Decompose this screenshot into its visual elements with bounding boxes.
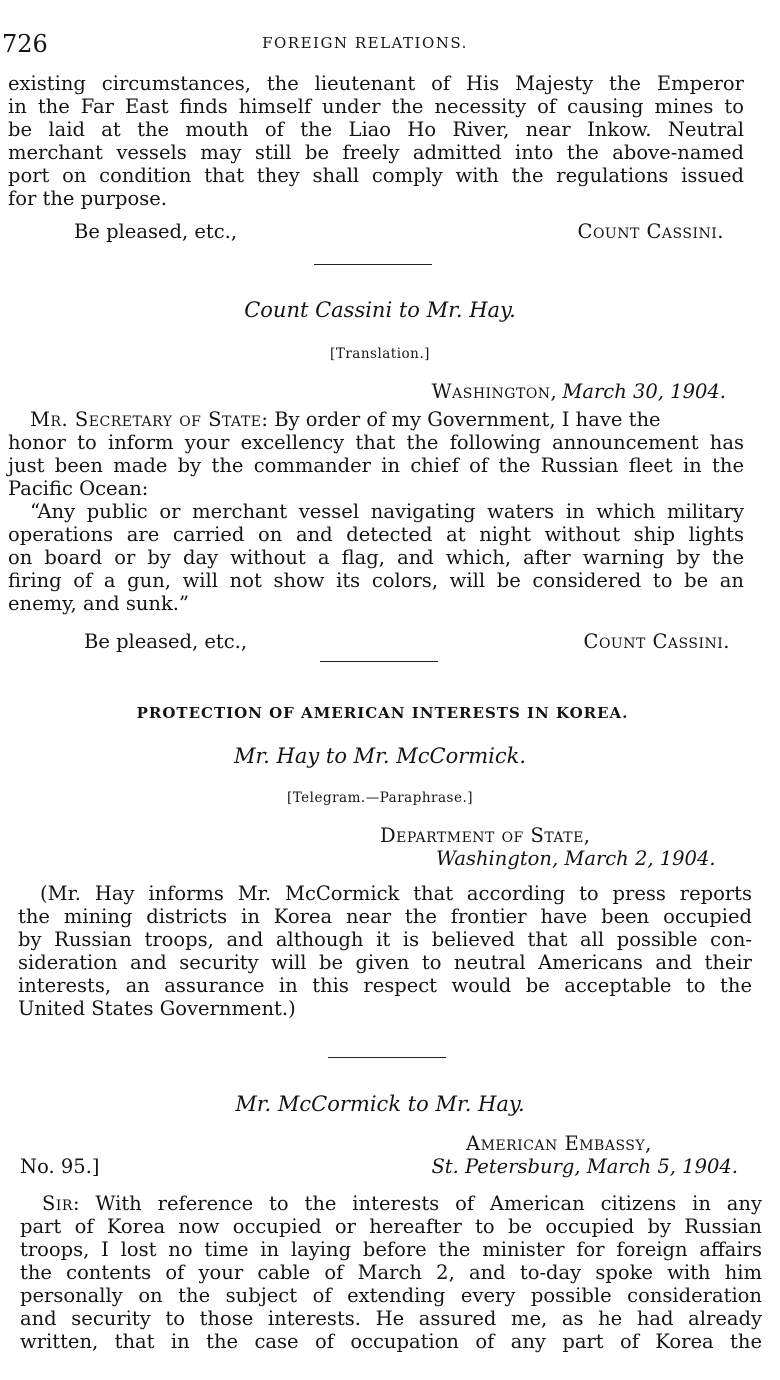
letter3-heading: Mr. Hay to Mr. McCormick. (233, 744, 527, 768)
letter4-body (20, 1192, 762, 1353)
separator-rule (328, 1057, 446, 1058)
letter3-line: sideration and security will be given to neutral Americans and their (18, 951, 752, 974)
letter2-bracket-note: [Translation.] (330, 346, 430, 362)
letter2-line: : By order of my Government, I have the (261, 408, 661, 431)
letter4-line: troops, I lost no time in laying before the minister for foreign affairs (20, 1238, 762, 1261)
letter2-closing: Be pleased, etc., (84, 630, 248, 653)
letter3-dateline-place: Department of State, (380, 824, 591, 847)
letter3-line: United States Government.) (18, 997, 296, 1020)
letter4-line: personally on the subject of extending every possible consideration (20, 1284, 762, 1307)
separator-rule (320, 661, 438, 662)
letter4-number-date-row (20, 1155, 738, 1178)
letter4-salutation: Sir (42, 1192, 73, 1215)
letter2-dateline-place: Washington, (431, 380, 558, 403)
letter3-line: by Russian troops, and although it is believed that all possible con- (18, 928, 752, 951)
letter4-line: the contents of your cable of March 2, and to-day spoke with him (20, 1261, 762, 1284)
letter2-line: honor to inform your excellency that the following announcement has (8, 431, 744, 454)
letter3-body (18, 882, 752, 1020)
letter2-quote-line: enemy, and sunk.” (8, 592, 189, 615)
letter2-dateline-date: March 30, 1904. (562, 380, 726, 403)
separator-rule (314, 264, 432, 265)
letter1-signature: Count Cassini. (577, 220, 724, 243)
letter4-heading: Mr. McCormick to Mr. Hay. (235, 1092, 525, 1116)
letter2-body (8, 408, 744, 615)
letter4-line: written, that in the case of occupation of any part of Korea the (20, 1330, 762, 1353)
letter4-line: part of Korea now occupied or hereafter to be occupied by Russian (20, 1215, 762, 1238)
letter1-body (8, 72, 744, 210)
letter4-number: No. 95.] (20, 1155, 100, 1178)
letter4-dateline-place: American Embassy, (466, 1132, 652, 1155)
letter1-line: merchant vessels may still be freely admitted into the above-named (8, 141, 744, 164)
letter3-dateline-date: Washington, March 2, 1904. (436, 847, 716, 870)
letter2-quote-line: on board or by day without a flag, and which, after warning by the (8, 546, 744, 569)
letter3-dateline (380, 824, 740, 870)
letter1-closing-row (74, 220, 724, 243)
letter2-dateline (8, 380, 726, 403)
letter2-quote-line: “Any public or merchant vessel navigating waters in which military (30, 500, 744, 523)
letter2-first-line (8, 408, 744, 431)
letter3-bracket-note: [Telegram.—Paraphrase.] (286, 790, 474, 806)
letter2-salutation: Mr. Secretary of State (30, 408, 262, 431)
letter4-dateline-place-row (466, 1132, 756, 1155)
letter2-quote-line: operations are carried on and detected at night without ship lights (8, 523, 744, 546)
letter4-dateline-date: St. Petersburg, March 5, 1904. (431, 1155, 738, 1178)
letter3-line: the mining districts in Korea near the frontier have been occupied (18, 905, 752, 928)
letter1-line: existing circumstances, the lieutenant of His Majesty the Emperor (8, 72, 744, 95)
letter1-closing: Be pleased, etc., (74, 220, 238, 243)
page-number: 726 (2, 30, 48, 58)
letter1-line: port on condition that they shall comply with the regulations issued (8, 164, 744, 187)
section-title: PROTECTION OF AMERICAN INTERESTS IN KOREA. (136, 704, 629, 722)
letter2-quote-line: firing of a gun, will not show its colors, will be considered to be an (8, 569, 744, 592)
letter1-line: in the Far East finds himself under the necessity of causing mines to (8, 95, 744, 118)
letter1-line: be laid at the mouth of the Liao Ho River, near Inkow. Neutral (8, 118, 744, 141)
letter4-line: : With reference to the interests of American citizens in any (72, 1192, 762, 1215)
letter4-line: and security to those interests. He assured me, as he had already (20, 1307, 762, 1330)
running-head: FOREIGN RELATIONS. (262, 34, 468, 52)
letter2-signature: Count Cassini. (583, 630, 730, 653)
letter2-heading: Count Cassini to Mr. Hay. (244, 298, 516, 322)
letter2-line: Pacific Ocean: (8, 477, 149, 500)
letter2-closing-row (84, 630, 730, 653)
letter1-line: for the purpose. (8, 187, 167, 210)
letter4-first-line (20, 1192, 762, 1215)
letter2-line: just been made by the commander in chief of the Russian fleet in the (8, 454, 744, 477)
letter3-line: interests, an assurance in this respect would be acceptable to the (18, 974, 752, 997)
letter3-line: (Mr. Hay informs Mr. McCormick that according to press reports (40, 882, 752, 905)
